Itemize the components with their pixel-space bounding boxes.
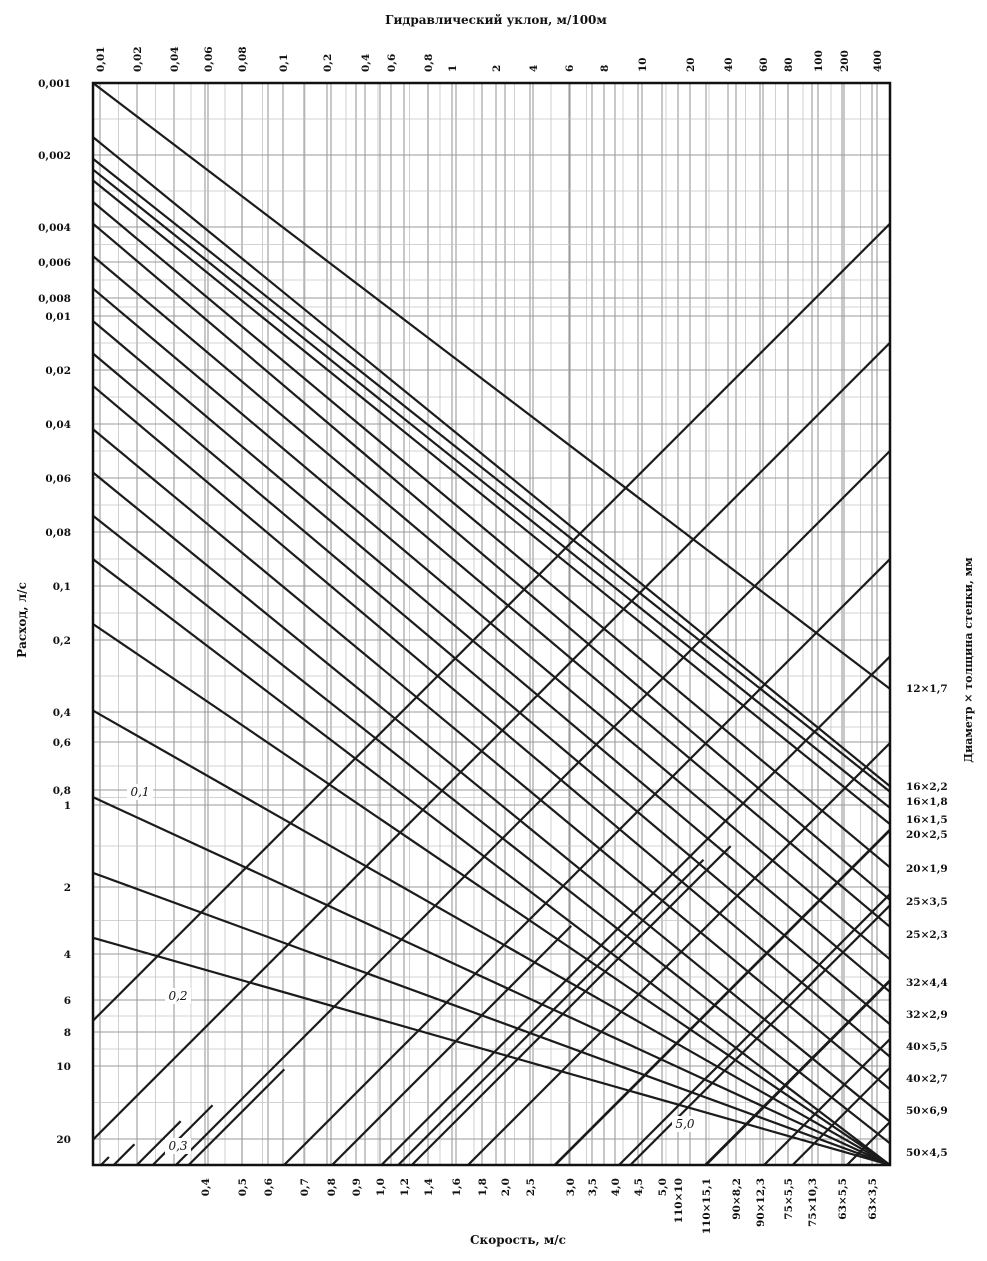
bottom-tick-label: 0,8	[326, 1178, 338, 1197]
diameter-line	[93, 797, 890, 1165]
slope-line	[284, 559, 890, 1165]
annotation-label: 5,0	[675, 1117, 695, 1131]
left-tick-label: 1	[63, 800, 71, 812]
left-tick-label: 0,01	[45, 311, 71, 323]
bottom-pipe-label: 63×3,5	[867, 1178, 879, 1220]
left-tick-label: 8	[63, 1027, 71, 1039]
bottom-tick-label: 1,0	[375, 1178, 387, 1197]
bottom-tick-label: 2,0	[500, 1178, 512, 1197]
bottom-pipe-label: 75×10,3	[807, 1178, 819, 1227]
top-tick-label: 60	[758, 57, 770, 72]
top-tick-label: 40	[723, 57, 735, 72]
top-tick-label: 2	[491, 64, 503, 72]
bottom-tick-label: 0,6	[263, 1178, 275, 1197]
right-pipe-label: 16×1,8	[906, 796, 948, 808]
right-pipe-label: 25×3,5	[906, 896, 948, 908]
bottom-pipe-label: 110×10	[673, 1178, 685, 1224]
top-tick-label: 20	[685, 57, 697, 72]
top-tick-label: 0,08	[237, 46, 249, 72]
bottom-tick-label: 1,6	[451, 1178, 463, 1197]
left-tick-label: 4	[63, 949, 71, 961]
diameter-line	[93, 180, 890, 824]
right-pipe-label: 40×5,5	[906, 1041, 948, 1053]
bottom-tick-label: 4,0	[610, 1178, 622, 1197]
right-pipe-label: 32×4,4	[906, 977, 948, 989]
x-axis-label: Скорость, м/с	[470, 1233, 566, 1247]
slope-line	[555, 830, 890, 1165]
left-tick-label: 0,06	[45, 473, 71, 485]
right-pipe-label: 20×1,9	[906, 863, 948, 875]
chart-title: Гидравлический уклон, м/100м	[385, 13, 607, 27]
annotation-label: 0,3	[168, 1139, 188, 1153]
left-tick-label: 2	[63, 882, 71, 894]
diameter-line	[93, 289, 890, 960]
top-tick-label: 0,8	[423, 53, 435, 72]
diameter-line	[93, 159, 890, 792]
diameter-line	[93, 83, 890, 689]
top-tick-label: 0,02	[132, 46, 144, 72]
left-tick-label: 0,8	[52, 785, 71, 797]
top-tick-label: 0,06	[203, 46, 215, 72]
bottom-pipe-label: 90×8,2	[731, 1178, 743, 1220]
right-pipe-label: 16×1,5	[906, 814, 948, 826]
left-axis-ticks	[38, 78, 71, 1146]
bottom-tick-label: 5,0	[657, 1178, 669, 1197]
top-tick-label: 0,4	[360, 53, 372, 72]
bottom-tick-label: 2,5	[525, 1178, 537, 1197]
slope-line	[189, 1069, 285, 1165]
top-tick-label: 200	[839, 50, 851, 72]
bottom-tick-label: 0,4	[200, 1178, 212, 1197]
top-tick-label: 8	[599, 64, 611, 72]
bottom-tick-label: 0,7	[299, 1178, 311, 1197]
left-tick-label: 0,08	[45, 527, 71, 539]
bottom-tick-label: 3,5	[587, 1178, 599, 1197]
right-pipe-label: 20×2,5	[906, 829, 948, 841]
bottom-tick-label: 4,5	[633, 1178, 645, 1197]
bottom-tick-label: 1,4	[423, 1178, 435, 1197]
right-pipe-label: 25×2,3	[906, 929, 948, 941]
right-pipe-label: 50×4,5	[906, 1147, 948, 1159]
left-tick-label: 0,1	[52, 581, 71, 593]
diameter-line	[93, 202, 890, 867]
right-pipe-label: 32×2,9	[906, 1009, 948, 1021]
left-tick-label: 6	[63, 995, 71, 1007]
top-tick-label: 0,2	[322, 53, 334, 72]
left-tick-label: 0,04	[45, 419, 71, 431]
top-tick-label: 400	[872, 50, 884, 72]
bottom-pipe-labels	[673, 1178, 879, 1234]
left-tick-label: 0,6	[52, 737, 71, 749]
top-tick-label: 6	[564, 64, 576, 72]
annotations	[127, 784, 698, 1154]
left-tick-label: 0,2	[52, 635, 71, 647]
diameter-line	[93, 938, 890, 1165]
left-tick-label: 0,001	[38, 78, 71, 90]
right-pipe-label: 12×1,7	[906, 683, 948, 695]
bottom-tick-label: 0,9	[351, 1178, 363, 1197]
bottom-tick-label: 1,2	[399, 1178, 411, 1197]
top-tick-label: 4	[528, 64, 540, 72]
top-tick-label: 0,04	[169, 46, 181, 72]
y-axis-label-right: Диаметр × толщина стенки, мм	[962, 557, 975, 763]
annotation-label: 0,2	[168, 989, 188, 1003]
slope-line	[153, 1105, 213, 1165]
left-tick-label: 10	[56, 1061, 71, 1073]
left-tick-label: 0,006	[38, 257, 71, 269]
top-tick-label: 10	[637, 57, 649, 72]
slope-line	[381, 656, 890, 1165]
bottom-pipe-label: 110×15,1	[701, 1178, 713, 1235]
right-pipe-labels	[906, 683, 948, 1159]
right-pipe-label: 50×6,9	[906, 1105, 948, 1117]
left-tick-label: 0,002	[38, 150, 71, 162]
top-tick-label: 80	[783, 57, 795, 72]
top-tick-label: 0,1	[278, 53, 290, 72]
top-tick-label: 100	[813, 50, 825, 72]
left-tick-label: 20	[56, 1134, 71, 1146]
bottom-tick-label: 0,5	[237, 1178, 249, 1197]
slope-line	[706, 981, 890, 1165]
diameter-lines-group	[93, 83, 890, 1165]
top-tick-label: 1	[447, 64, 459, 72]
top-tick-label: 0,01	[95, 46, 107, 72]
diameter-line	[93, 321, 890, 992]
diameter-line	[93, 429, 890, 1089]
bottom-axis-ticks	[200, 1178, 669, 1196]
bottom-pipe-label: 75×5,5	[783, 1178, 795, 1220]
top-axis-ticks	[95, 46, 884, 72]
top-tick-label: 0,6	[386, 53, 398, 72]
diameter-line	[93, 711, 890, 1165]
right-pipe-label: 40×2,7	[906, 1073, 948, 1085]
left-tick-label: 0,4	[52, 707, 71, 719]
diameter-line	[93, 256, 890, 927]
slope-line	[114, 1144, 135, 1165]
y-axis-label: Расход, л/с	[15, 582, 29, 658]
bottom-tick-label: 1,8	[477, 1178, 489, 1197]
right-pipe-label: 16×2,2	[906, 781, 948, 793]
annotation-label: 0,1	[130, 785, 150, 799]
bottom-pipe-label: 90×12,3	[755, 1178, 767, 1227]
left-tick-label: 0,008	[38, 293, 71, 305]
bottom-tick-label: 3,0	[565, 1178, 577, 1197]
left-tick-label: 0,02	[45, 365, 71, 377]
left-tick-label: 0,004	[38, 222, 71, 234]
bottom-pipe-label: 63×5,5	[837, 1178, 849, 1220]
